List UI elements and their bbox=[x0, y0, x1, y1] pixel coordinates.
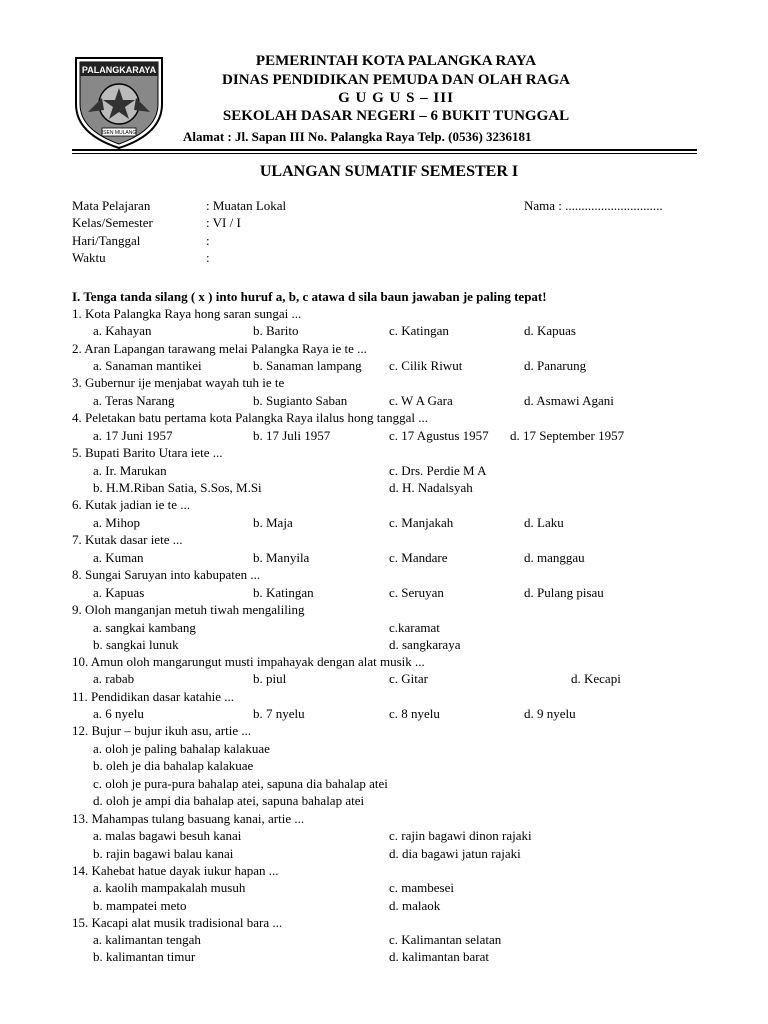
question: 7. Kutak dasar iete ... bbox=[72, 532, 183, 547]
time-value: : bbox=[206, 250, 210, 265]
option-c: c. Gitar bbox=[389, 671, 428, 686]
option-b: b. 7 nyelu bbox=[253, 706, 305, 721]
option-d: d. H. Nadalsyah bbox=[389, 480, 473, 495]
option-a: a. 17 Juni 1957 bbox=[93, 428, 173, 443]
instruction: I. Tenga tanda silang ( x ) into huruf a, b, c atawa d sila baun jawaban je paling tepat! bbox=[72, 289, 547, 304]
option-a: a. Kahayan bbox=[93, 323, 152, 338]
question: 13. Mahampas tulang basuang kanai, artie ... bbox=[72, 811, 305, 826]
header-government: PEMERINTAH KOTA PALANGKA RAYA bbox=[255, 53, 537, 69]
option-b: b. Sanaman lampang bbox=[253, 358, 362, 373]
date-value: : bbox=[206, 233, 210, 248]
option-a: a. oloh je paling bahalap kalakuae bbox=[93, 741, 270, 756]
option-a: a. Mihop bbox=[93, 515, 140, 530]
option-c: c. mambesei bbox=[389, 880, 454, 895]
option-a: a. malas bagawi besuh kanai bbox=[93, 828, 242, 843]
header-divider-thin bbox=[72, 153, 697, 154]
option-b: b. H.M.Riban Satia, S.Sos, M.Si bbox=[93, 480, 262, 495]
option-d: d. 17 September 1957 bbox=[510, 428, 625, 443]
question: 15. Kacapi alat musik tradisional bara ... bbox=[72, 915, 283, 930]
subject-value: : Muatan Lokal bbox=[206, 198, 287, 213]
question: 1. Kota Palangka Raya hong saran sungai ... bbox=[72, 306, 302, 321]
option-c: c. oloh je pura-pura bahalap atei, sapuna dia bahalap atei bbox=[93, 776, 388, 791]
option-d: d. dia bagawi jatun rajaki bbox=[389, 846, 521, 861]
option-a: a. sangkai kambang bbox=[93, 620, 196, 635]
option-c: c. Drs. Perdie M A bbox=[389, 463, 487, 478]
option-d: d. Panarung bbox=[524, 358, 587, 373]
option-c: c. Manjakah bbox=[389, 515, 454, 530]
question: 11. Pendidikan dasar katahie ... bbox=[72, 689, 234, 704]
svg-text:ISEN MULANG: ISEN MULANG bbox=[101, 130, 137, 136]
option-c: c. rajin bagawi dinon rajaki bbox=[389, 828, 532, 843]
option-a: a. Kuman bbox=[93, 550, 144, 565]
option-c: c. 8 nyelu bbox=[389, 706, 440, 721]
option-a: a. Kapuas bbox=[93, 585, 145, 600]
option-a: a. rabab bbox=[93, 671, 135, 686]
option-a: a. 6 nyelu bbox=[93, 706, 144, 721]
option-b: b. rajin bagawi balau kanai bbox=[93, 846, 234, 861]
question: 10. Amun oloh mangarungut musti impahayak dengan alat musik ... bbox=[72, 654, 425, 669]
option-d: d. malaok bbox=[389, 898, 441, 913]
option-c: c. Kalimantan selatan bbox=[389, 932, 502, 947]
option-d: d. Kecapi bbox=[571, 671, 621, 686]
time-label: Waktu bbox=[72, 250, 106, 265]
question: 9. Oloh manganjan metuh tiwah mengaliling bbox=[72, 602, 305, 617]
option-d: d. Kapuas bbox=[524, 323, 576, 338]
question: 5. Bupati Barito Utara iete ... bbox=[72, 445, 223, 460]
option-c: c.karamat bbox=[389, 620, 440, 635]
option-b: b. Manyila bbox=[253, 550, 310, 565]
option-b: b. piul bbox=[253, 671, 287, 686]
option-b: b. Katingan bbox=[253, 585, 314, 600]
question: 8. Sungai Saruyan into kabupaten ... bbox=[72, 567, 261, 582]
option-c: c. Seruyan bbox=[389, 585, 444, 600]
header-divider-thick bbox=[72, 149, 697, 151]
option-c: c. 17 Agustus 1957 bbox=[389, 428, 489, 443]
exam-title: ULANGAN SUMATIF SEMESTER I bbox=[259, 163, 519, 180]
option-c: c. Katingan bbox=[389, 323, 449, 338]
option-b: b. Sugianto Saban bbox=[253, 393, 348, 408]
option-d: d. Pulang pisau bbox=[524, 585, 604, 600]
question: 14. Kahebat hatue dayak iukur hapan ... bbox=[72, 863, 279, 878]
option-d: d. manggau bbox=[524, 550, 585, 565]
option-a: a. kalimantan tengah bbox=[93, 932, 201, 947]
option-b: b. oleh je dia bahalap kalakuae bbox=[93, 758, 254, 773]
subject-label: Mata Pelajaran bbox=[72, 198, 151, 213]
option-a: a. Sanaman mantikei bbox=[93, 358, 202, 373]
date-label: Hari/Tanggal bbox=[72, 233, 141, 248]
option-d: d. Asmawi Agani bbox=[524, 393, 614, 408]
option-c: c. Cilik Riwut bbox=[389, 358, 463, 373]
option-d: d. 9 nyelu bbox=[524, 706, 576, 721]
question: 6. Kutak jadian ie te ... bbox=[72, 497, 191, 512]
option-d: d. Laku bbox=[524, 515, 564, 530]
option-c: c. Mandare bbox=[389, 550, 448, 565]
svg-text:PALANGKARAYA: PALANGKARAYA bbox=[81, 65, 157, 75]
question: 3. Gubernur ije menjabat wayah tuh ie te bbox=[72, 375, 285, 390]
option-d: d. oloh je ampi dia bahalap atei, sapuna bahalap atei bbox=[93, 793, 365, 808]
name-field: Nama : .............................. bbox=[524, 198, 663, 213]
option-d: d. sangkaraya bbox=[389, 637, 461, 652]
option-c: c. W A Gara bbox=[389, 393, 453, 408]
question: 2. Aran Lapangan tarawang melai Palangka Raya ie te ... bbox=[72, 341, 367, 356]
option-b: b. Maja bbox=[253, 515, 293, 530]
option-b: b. mampatei meto bbox=[93, 898, 187, 913]
option-b: b. 17 Juli 1957 bbox=[253, 428, 331, 443]
question: 12. Bujur – bujur ikuh asu, artie ... bbox=[72, 723, 252, 738]
class-value: : VI / I bbox=[206, 215, 241, 230]
header-address: Alamat : Jl. Sapan III No. Palangka Raya Telp. (0536) 3236181 bbox=[183, 129, 532, 144]
header-cluster: G U G U S – III bbox=[338, 90, 454, 106]
option-a: a. kaolih mampakalah musuh bbox=[93, 880, 246, 895]
class-label: Kelas/Semester bbox=[72, 215, 153, 230]
option-a: a. Teras Narang bbox=[93, 393, 175, 408]
option-a: a. Ir. Marukan bbox=[93, 463, 167, 478]
question: 4. Peletakan batu pertama kota Palangka Raya ilalus hong tanggal ... bbox=[72, 410, 428, 425]
header-department: DINAS PENDIDIKAN PEMUDA DAN OLAH RAGA bbox=[222, 72, 570, 88]
header-school: SEKOLAH DASAR NEGERI – 6 BUKIT TUNGGAL bbox=[222, 108, 570, 124]
option-b: b. sangkai lunuk bbox=[93, 637, 179, 652]
option-b: b. Barito bbox=[253, 323, 299, 338]
option-d: d. kalimantan barat bbox=[389, 949, 489, 964]
option-b: b. kalimantan timur bbox=[93, 949, 196, 964]
